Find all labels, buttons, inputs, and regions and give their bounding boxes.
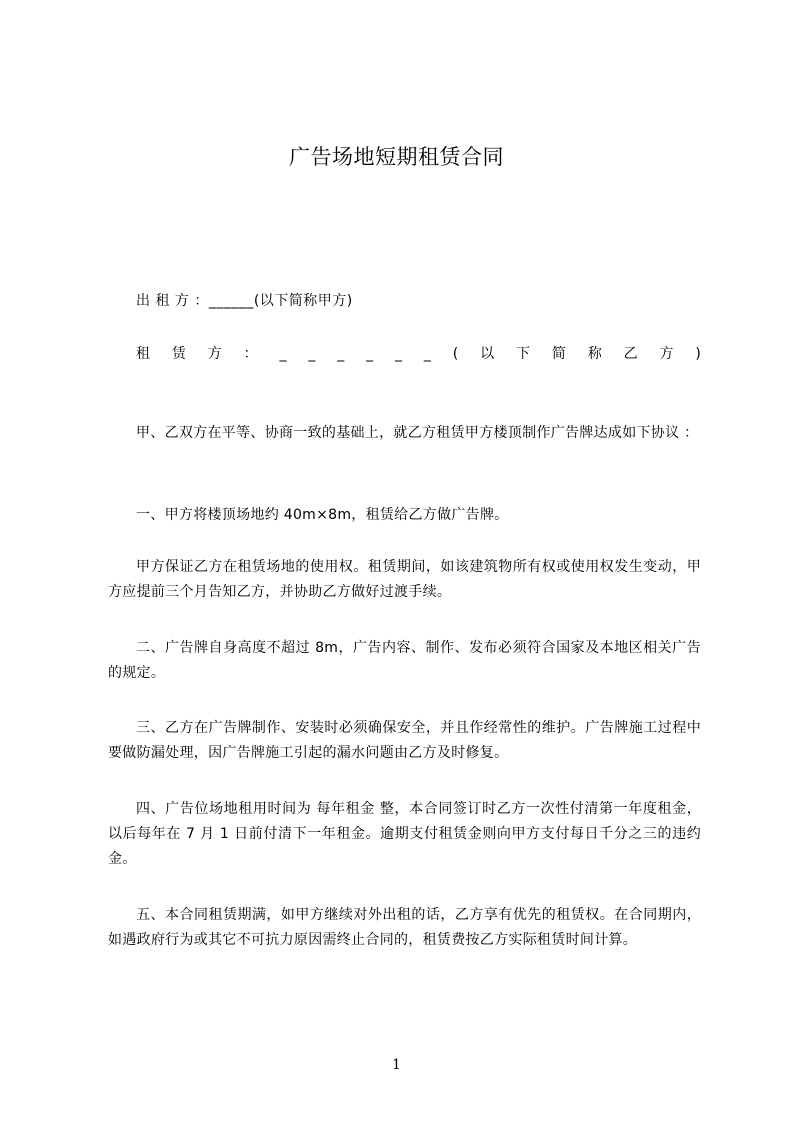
lessee-char: 乙	[623, 346, 638, 362]
lessor-line: 出 租 方 ：______(以下简称甲方)	[136, 293, 353, 309]
paragraph-clause-1-guarantee: 甲方保证乙方在租赁场地的使用权。租赁期间，如该建筑物所有权或使用权发生变动，甲方应提前三个月告知乙方，并协助乙方做好过渡手续。	[108, 559, 701, 600]
lessee-char: _	[279, 346, 287, 362]
lessee-char: 下	[515, 346, 530, 362]
lessee-char: _	[395, 346, 402, 362]
lessee-char: 以	[480, 346, 495, 362]
lessee-char: _	[337, 346, 345, 362]
paragraph-preamble: 甲、乙双方在平等、协商一致的基础上，就乙方租赁甲方楼顶制作广告牌达成如下协议 ：	[136, 425, 699, 441]
lessee-char: 租	[136, 346, 150, 362]
lessee-char: _	[366, 346, 374, 362]
lessee-char: 方	[207, 346, 222, 362]
lessee-char: 赁	[171, 346, 186, 362]
lessee-char: _	[423, 346, 431, 362]
lessee-char: ：	[243, 346, 258, 362]
paragraph-clause-4: 四、广告位场地租用时间为 每年租金 整，本合同签订时乙方一次性付清第一年度租金，以后每年在 7 月 1 日前付清下一年租金。逾期支付租赁金则向甲方支付每日千分之三的违约金。	[108, 801, 701, 867]
lessee-char: 方	[659, 346, 674, 362]
paragraph-clause-3: 三、乙方在广告牌制作、安装时必须确保安全，并且作经常性的维护。广告牌施工过程中要做防漏处理，因广告牌施工引起的漏水问题由乙方及时修复。	[108, 720, 701, 761]
contract-title: 广告场地短期租赁合同	[289, 145, 504, 169]
page-number: 1	[392, 1057, 401, 1073]
lessee-char: 称	[587, 346, 602, 362]
lessee-char: 简	[551, 346, 566, 362]
paragraph-clause-5: 五、本合同租赁期满，如甲方继续对外出租的话，乙方享有优先的租赁权。在合同期内，如遇政府行为或其它不可抗力原因需终止合同的，租赁费按乙方实际租赁时间计算。	[108, 907, 701, 948]
lessee-char: _	[308, 346, 316, 362]
lessee-char: (	[452, 346, 459, 362]
lessee-line	[136, 344, 701, 364]
paragraph-clause-1: 一、甲方将楼顶场地约 40m×8m，租赁给乙方做广告牌。	[136, 507, 509, 523]
lessee-char: )	[695, 346, 701, 362]
paragraph-clause-2: 二、广告牌自身高度不超过 8m，广告内容、制作、发布必须符合国家及本地区相关广告的规定。	[108, 640, 701, 681]
